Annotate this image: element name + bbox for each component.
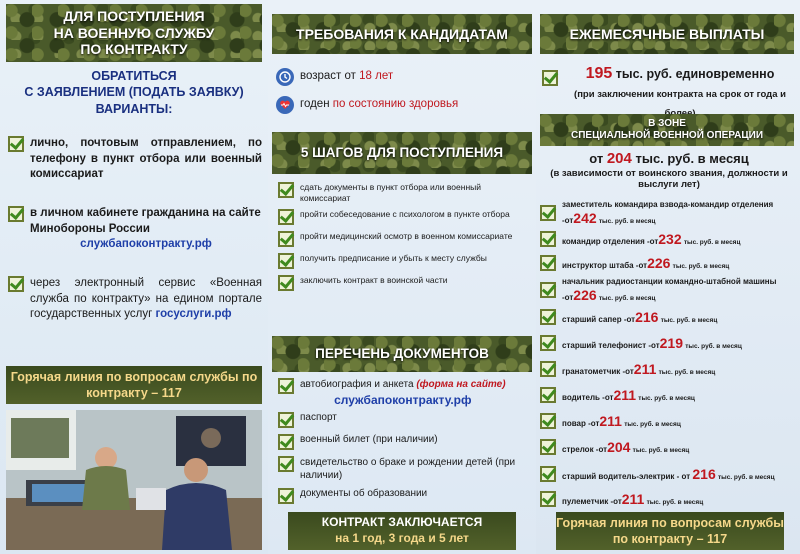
checkmark-icon xyxy=(278,209,294,225)
checkmark-icon xyxy=(278,253,294,269)
contract-box xyxy=(288,512,516,550)
recruitment-office-photo xyxy=(6,410,262,550)
pay-role: старший сапер -от xyxy=(562,315,636,324)
checkmark-icon xyxy=(278,231,294,247)
req-header: ТРЕБОВАНИЯ К КАНДИДАТАМ xyxy=(272,14,532,54)
pay-row xyxy=(540,356,796,382)
pay-value: 219 xyxy=(659,335,683,351)
checkmark-icon xyxy=(540,231,556,247)
checkmark-icon xyxy=(540,439,556,455)
pay-role: старший телефонист -от xyxy=(562,341,660,350)
req-health-label: годен xyxy=(300,98,333,111)
checkmark-icon xyxy=(8,276,24,292)
pay-row xyxy=(540,276,796,304)
step-item xyxy=(278,275,530,291)
pay-role: инструктор штаба -от xyxy=(562,261,648,270)
req-age xyxy=(276,68,532,86)
doc-item xyxy=(278,412,530,428)
pay-role: заместитель командира взвода-командир отделения -от xyxy=(562,200,774,225)
apply-line1: ОБРАТИТЬСЯ xyxy=(91,69,177,83)
pay-value: 226 xyxy=(647,255,671,271)
link-gosuslugi[interactable]: госуслуги.рф xyxy=(155,308,232,321)
checkmark-icon xyxy=(540,309,556,325)
checkmark-icon xyxy=(8,136,24,152)
pay-role: пулеметчик -от xyxy=(562,497,622,506)
req-health xyxy=(276,96,532,114)
column-requirements xyxy=(268,0,536,554)
pay-role: водитель -от xyxy=(562,393,614,402)
svo-zone-header xyxy=(540,114,794,146)
pay-unit: тыс. руб. в месяц xyxy=(632,447,690,454)
contract-title: КОНТРАКТ ЗАКЛЮЧАЕТСЯ xyxy=(321,515,483,530)
req-health-value: по состоянию здоровья xyxy=(332,98,459,111)
option-cabinet-text: в личном кабинете гражданина на сайте Минобороны России xyxy=(30,207,261,235)
step-text: получить предписание и убыть к месту службы xyxy=(300,253,487,264)
step-item xyxy=(278,182,530,203)
step-item xyxy=(278,209,530,225)
checkmark-icon xyxy=(278,434,294,450)
col1-hotline: Горячая линия по вопросам службы по контракту – 117 xyxy=(6,366,262,404)
heart-pulse-icon xyxy=(276,96,294,114)
doc-autobiography: автобиография и анкета xyxy=(300,379,417,390)
doc-item xyxy=(278,456,530,482)
lump-sum-value: 195 xyxy=(585,65,613,82)
link-contract-service-docs[interactable]: службапоконтракту.рф xyxy=(334,392,472,407)
pay-unit: тыс. руб. в месяц xyxy=(660,317,718,324)
pay-unit: тыс. руб. в месяц xyxy=(598,294,656,302)
pay-role: начальник радиостанции командно-штабной машины -от xyxy=(562,277,777,302)
req-age-value: 18 лет xyxy=(359,70,394,83)
option-gosuslugi xyxy=(8,276,262,323)
monthly-summary xyxy=(544,150,794,191)
pay-row xyxy=(540,198,796,228)
pay-value: 211 xyxy=(633,361,657,377)
lump-sum xyxy=(542,64,796,122)
svo-zone-line2: СПЕЦИАЛЬНОЙ ВОЕННОЙ ОПЕРАЦИИ xyxy=(570,130,764,141)
checkmark-icon xyxy=(278,412,294,428)
step-text: пройти собеседование с психологом в пункте отбора xyxy=(300,209,510,220)
lump-sum-note: (при заключении контракта на срок от года и xyxy=(574,89,786,101)
docs-list xyxy=(278,378,530,504)
doc-item xyxy=(278,434,530,450)
clock-icon xyxy=(276,68,294,86)
checkmark-icon xyxy=(278,182,294,198)
pay-unit: тыс. руб. в месяц xyxy=(658,369,716,376)
doc-text: свидетельство о браке и рождении детей (при наличии) xyxy=(300,456,516,481)
pay-row xyxy=(540,434,796,460)
checkmark-icon xyxy=(540,413,556,429)
option-in-person-text: лично, почтовым отправлением, по телефону в пункт отбора или военный комиссариат xyxy=(30,137,262,181)
payments-header: ЕЖЕМЕСЯЧНЫЕ ВЫПЛАТЫ xyxy=(540,14,794,54)
doc-text: военный билет (при наличии) xyxy=(300,433,438,445)
link-contract-service[interactable]: службапоконтракту.рф xyxy=(80,238,212,251)
step-text: пройти медицинский осмотр в военном комиссариате xyxy=(300,231,513,242)
checkmark-icon xyxy=(540,335,556,351)
pay-value: 211 xyxy=(613,387,637,403)
checkmark-icon xyxy=(540,361,556,377)
doc-text: паспорт xyxy=(300,411,337,423)
pay-row xyxy=(540,408,796,434)
pay-value: 204 xyxy=(607,439,631,455)
step-item xyxy=(278,231,530,247)
apply-heading xyxy=(10,68,258,117)
pay-unit: тыс. руб. в месяц xyxy=(683,239,741,246)
docs-header: ПЕРЕЧЕНЬ ДОКУМЕНТОВ xyxy=(272,336,532,372)
checkmark-icon xyxy=(278,456,294,472)
pay-row xyxy=(540,460,796,488)
pay-role: стрелок -от xyxy=(562,445,608,454)
pay-role: повар -от xyxy=(562,419,600,428)
option-gosuslugi-text: через электронный сервис «Военная служба по контракту» на едином портале государственных услуг xyxy=(30,277,262,321)
pay-role: старший водитель-электрик - от xyxy=(562,472,691,481)
pay-role: гранатометчик -от xyxy=(562,367,634,376)
pay-unit: тыс. руб. в месяц xyxy=(646,499,704,506)
col3-hotline: Горячая линия по вопросам службы по контракту – 117 xyxy=(556,512,784,550)
pay-unit: тыс. руб. в месяц xyxy=(685,343,742,350)
steps-list xyxy=(278,182,530,291)
monthly-suffix: тыс. руб. в месяц xyxy=(631,151,749,166)
contract-terms: на 1 год, 3 года и 5 лет xyxy=(335,531,469,545)
col1-header: ДЛЯ ПОСТУПЛЕНИЯ НА ВОЕННУЮ СЛУЖБУ ПО КОНТРАКТУ xyxy=(6,4,262,62)
pay-row xyxy=(540,488,796,510)
checkmark-icon xyxy=(540,387,556,403)
apply-line2: С ЗАЯВЛЕНИЕМ (ПОДАТЬ ЗАЯВКУ) xyxy=(24,85,244,100)
pay-value: 211 xyxy=(621,491,645,507)
pay-role: командир отделения -от xyxy=(562,237,659,246)
checkmark-icon xyxy=(540,255,556,271)
checkmark-icon xyxy=(278,378,294,394)
pay-value: 226 xyxy=(573,286,597,303)
doc-text: документы об образовании xyxy=(300,487,428,499)
checkmark-icon xyxy=(540,282,556,298)
pay-row xyxy=(540,228,796,250)
checkmark-icon xyxy=(540,205,556,221)
step-text: заключить контракт в воинской части xyxy=(300,275,448,286)
pay-unit: тыс. руб. в месяц xyxy=(598,217,656,225)
pay-unit: тыс. руб. в месяц xyxy=(638,395,695,402)
apply-line3: ВАРИАНТЫ: xyxy=(95,101,173,116)
checkmark-icon xyxy=(278,275,294,291)
pay-value: 242 xyxy=(573,209,597,226)
checkmark-icon xyxy=(540,491,556,507)
checkmark-icon xyxy=(8,206,24,222)
steps-header: 5 ШАГОВ ДЛЯ ПОСТУПЛЕНИЯ xyxy=(272,132,532,174)
svo-zone-line1: В ЗОНЕ xyxy=(648,118,686,129)
column-how-to-apply xyxy=(0,0,268,554)
pay-value: 211 xyxy=(599,413,622,429)
pay-value: 216 xyxy=(692,466,716,482)
pay-value: 232 xyxy=(658,231,682,247)
pay-row xyxy=(540,330,796,356)
checkmark-icon xyxy=(540,466,556,482)
lump-sum-text: тыс. руб. единовременно xyxy=(612,67,775,81)
doc-item xyxy=(278,378,530,408)
option-personal-cabinet xyxy=(8,206,262,253)
pay-unit: тыс. руб. в месяц xyxy=(672,263,730,270)
column-payments xyxy=(536,0,800,554)
option-in-person xyxy=(8,136,262,183)
checkmark-icon xyxy=(542,70,558,86)
pay-value: 216 xyxy=(635,309,659,325)
monthly-prefix: от xyxy=(589,151,607,166)
step-text: сдать документы в пункт отбора или военный комиссариат xyxy=(300,182,481,203)
doc-item xyxy=(278,488,530,504)
doc-form-note: (форма на сайте) xyxy=(416,379,506,390)
pay-row xyxy=(540,382,796,408)
pay-unit: тыс. руб. в месяц xyxy=(624,421,681,428)
pay-list xyxy=(540,198,796,510)
req-age-label: возраст от xyxy=(300,70,360,83)
monthly-note: (в зависимости от воинского звания, должности и выслуги лет) xyxy=(550,168,788,191)
photo-illustration xyxy=(6,410,262,550)
step-item xyxy=(278,253,530,269)
pay-row xyxy=(540,250,796,276)
checkmark-icon xyxy=(278,488,294,504)
pay-unit: тыс. руб. в месяц xyxy=(717,474,775,481)
monthly-value: 204 xyxy=(606,150,632,167)
pay-row xyxy=(540,304,796,330)
